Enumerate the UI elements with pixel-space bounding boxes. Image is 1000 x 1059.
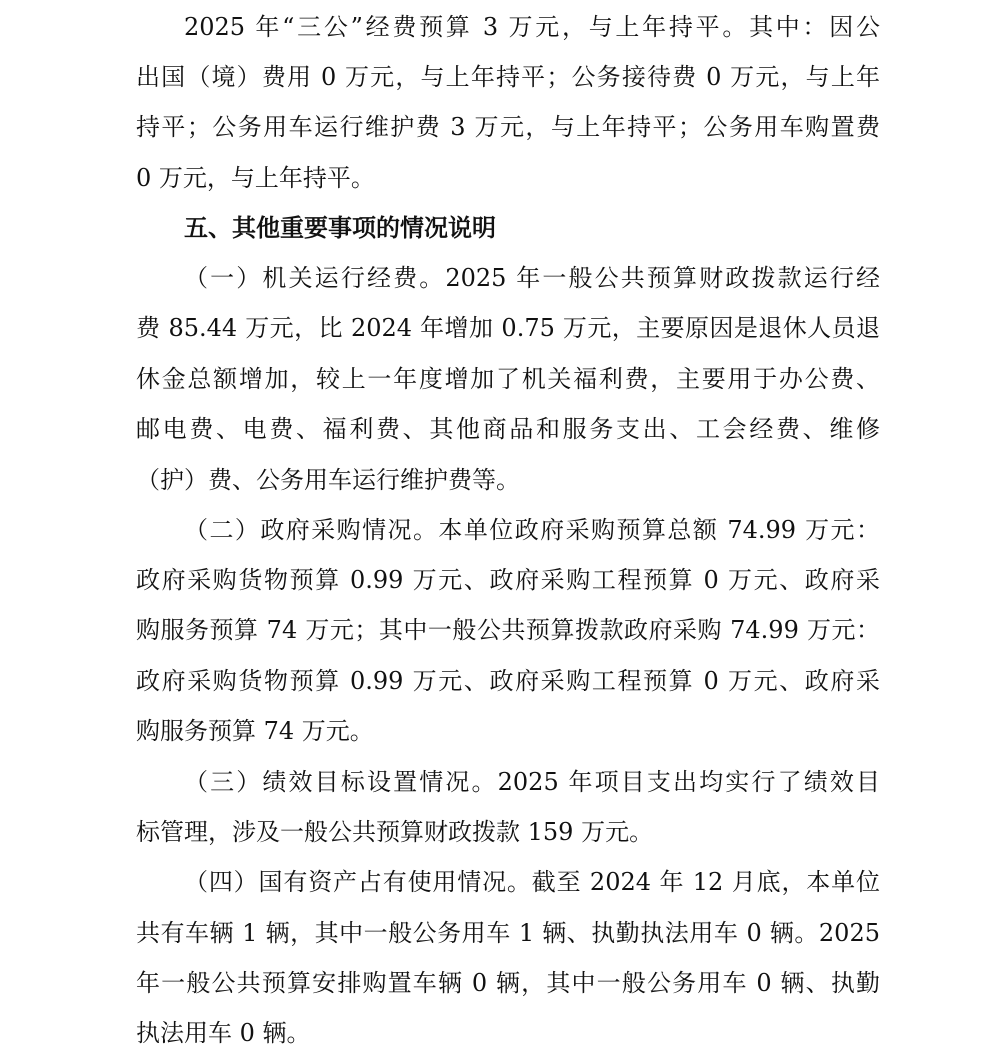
section-heading-other-matters: 五、其他重要事项的情况说明 bbox=[184, 213, 496, 242]
paragraph-operating-costs-line-2: 费 85.44 万元，比 2024 年增加 0.75 万元，主要原因是退休人员退 bbox=[136, 314, 880, 342]
paragraph-operating-costs-line-1: （一）机关运行经费。2025 年一般公共预算财政拨款运行经 bbox=[184, 264, 880, 292]
paragraph-sangong-line-3: 持平；公务用车运行维护费 3 万元，与上年持平；公务用车购置费 bbox=[136, 113, 880, 141]
paragraph-procurement-line-5: 购服务预算 74 万元。 bbox=[136, 717, 374, 745]
paragraph-procurement-line-1: （二）政府采购情况。本单位政府采购预算总额 74.99 万元： bbox=[184, 516, 880, 544]
paragraph-operating-costs-line-3: 休金总额增加，较上一年度增加了机关福利费，主要用于办公费、 bbox=[136, 365, 880, 393]
paragraph-operating-costs-line-5: （护）费、公务用车运行维护费等。 bbox=[136, 466, 520, 494]
paragraph-assets-line-1: （四）国有资产占有使用情况。截至 2024 年 12 月底，本单位 bbox=[184, 868, 880, 896]
paragraph-procurement-line-4: 政府采购货物预算 0.99 万元、政府采购工程预算 0 万元、政府采 bbox=[136, 667, 880, 695]
paragraph-performance-line-2: 标管理，涉及一般公共预算财政拨款 159 万元。 bbox=[136, 818, 654, 846]
paragraph-performance-line-1: （三）绩效目标设置情况。2025 年项目支出均实行了绩效目 bbox=[184, 768, 880, 796]
paragraph-procurement-line-3: 购服务预算 74 万元；其中一般公共预算拨款政府采购 74.99 万元： bbox=[136, 616, 880, 644]
paragraph-operating-costs-line-4: 邮电费、电费、福利费、其他商品和服务支出、工会经费、维修 bbox=[136, 415, 880, 443]
paragraph-sangong-line-2: 出国（境）费用 0 万元，与上年持平；公务接待费 0 万元，与上年 bbox=[136, 63, 880, 91]
paragraph-sangong-line-1: 2025 年“三公”经费预算 3 万元，与上年持平。其中：因公 bbox=[184, 13, 880, 41]
paragraph-assets-line-2: 共有车辆 1 辆，其中一般公务用车 1 辆、执勤执法用车 0 辆。2025 bbox=[136, 919, 880, 947]
paragraph-sangong-line-4: 0 万元，与上年持平。 bbox=[136, 164, 375, 192]
paragraph-assets-line-4: 执法用车 0 辆。 bbox=[136, 1019, 311, 1047]
paragraph-procurement-line-2: 政府采购货物预算 0.99 万元、政府采购工程预算 0 万元、政府采 bbox=[136, 566, 880, 594]
paragraph-assets-line-3: 年一般公共预算安排购置车辆 0 辆，其中一般公务用车 0 辆、执勤 bbox=[136, 969, 880, 997]
